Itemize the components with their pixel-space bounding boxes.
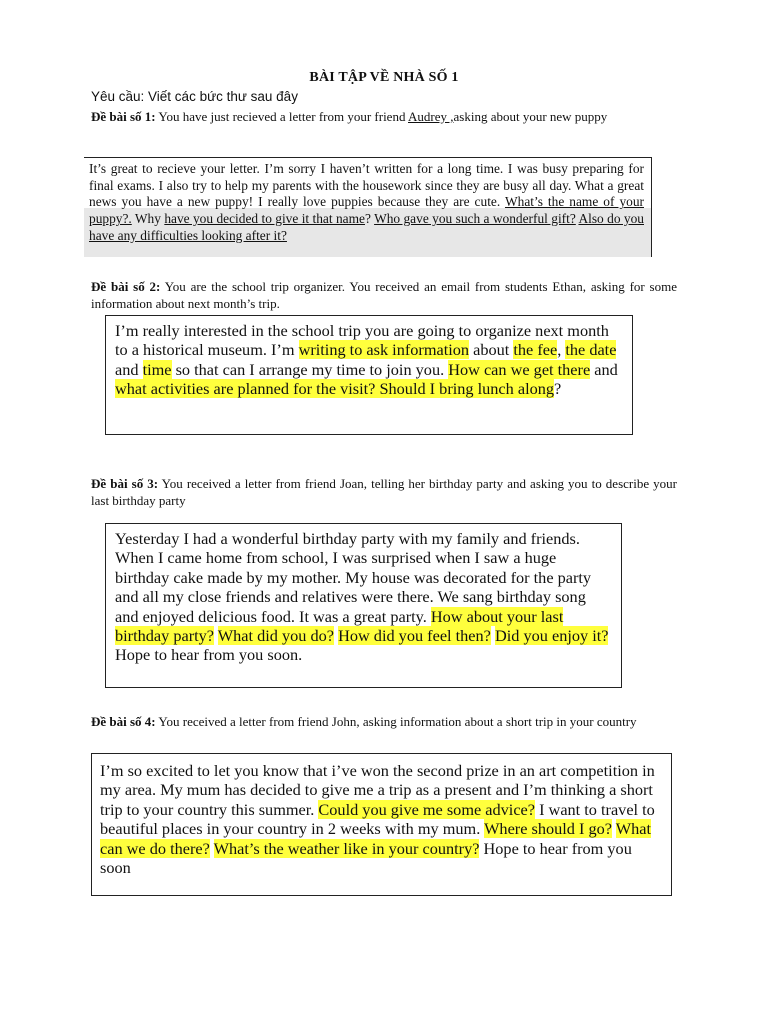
requirement-text: Yêu cầu: Viết các bức thư sau đây <box>91 89 298 104</box>
task4-letter-text: I’m so excited to let you know that i’ve won the second prize in an art competition in my area. My mum has decided to give me a trip as a present and I’m thinking a short trip to your country this summer. Could you give me some advice? I want to travel to beautiful places in your country in 2 weeks with my mum. Where should I go? What can we do there? What’s the weather like in your country? Hope to hear from you soon <box>100 761 655 878</box>
highlight: How did you feel then? <box>338 626 491 646</box>
highlight: Could you give me some advice? <box>318 799 535 819</box>
question: Who gave you such a wonderful gift? <box>374 211 576 227</box>
task1-letter-box <box>84 157 652 257</box>
highlight: How about your last birthday party? <box>115 606 564 646</box>
task3-letter-box <box>105 523 622 688</box>
task2-letter-text: I’m really interested in the school trip you are going to organize next month to a historical museum. I’m writing to ask information about the fee, the date and time so that can I arrange my time to join you. How can we get there and what activities are planned for the visit? Should I bring lunch along? <box>115 321 618 399</box>
highlight: What’s the weather like in your country? <box>213 838 480 858</box>
highlight: writing to ask information <box>298 340 470 360</box>
question: have you decided to give it that name <box>164 211 365 227</box>
task1-label: Đề bài số 1: <box>91 109 156 124</box>
task3-prompt: Đề bài số 3: You received a letter from friend Joan, telling her birthday party and asking you to describe your last birthday party <box>91 476 677 508</box>
task2-prompt: Đề bài số 2: You are the school trip organizer. You received an email from students Ethan, asking for some information about next month’s trip. <box>91 279 677 311</box>
highlight: time <box>142 359 172 379</box>
page-title: BÀI TẬP VỀ NHÀ SỐ 1 <box>309 70 459 85</box>
highlight: the fee <box>513 340 558 360</box>
highlight: Where should I go? <box>484 819 613 839</box>
question: Also do you have any difficulties looking after it? <box>89 211 644 243</box>
highlight: What did you do? <box>217 626 334 646</box>
task3-letter-text: Yesterday I had a wonderful birthday party with my family and friends. When I came home from school, I was surprised when I saw a huge birthday cake made by my mother. My house was decorated for the party and all my close friends and relatives were there. We sang birthday song and enjoyed delicious food. It was a great party. How about your last birthday party? What did you do? How did you feel then? Did you enjoy it? Hope to hear from you soon. <box>115 529 609 665</box>
highlight: How can we get there <box>448 359 591 379</box>
task4-letter-box <box>91 753 672 896</box>
highlight: the date <box>565 340 617 360</box>
highlight: Did you enjoy it? <box>494 626 609 646</box>
task2-label: Đề bài số 2: <box>91 279 161 294</box>
highlight: What can we do there? <box>100 819 652 858</box>
task1-prompt: Đề bài số 1: You have just recieved a letter from your friend Audrey ,asking about your new puppy <box>91 109 608 124</box>
task2-letter-box <box>105 315 633 435</box>
task1-letter-text: It’s great to recieve your letter. I’m sorry I haven’t written for a long time. I was busy preparing for final exams. I also try to help my parents with the housework since they are busy all day. What a great news you have a new puppy! I really love puppies because they are cute. What’s the name of your puppy?. Why have you decided to give it that name? Who gave you such a wonderful gift? Also do you have any difficulties looking after it? <box>89 161 644 243</box>
task4-prompt: Đề bài số 4: You received a letter from friend John, asking information about a short trip in your country <box>91 714 637 729</box>
friend-name: Audrey , <box>408 109 454 124</box>
question: What’s the name of your puppy?. <box>89 194 644 227</box>
task3-label: Đề bài số 3: <box>91 476 159 491</box>
highlight: what activities are planned for the visit? Should I bring lunch along <box>115 379 555 399</box>
task4-label: Đề bài số 4: <box>91 714 156 729</box>
